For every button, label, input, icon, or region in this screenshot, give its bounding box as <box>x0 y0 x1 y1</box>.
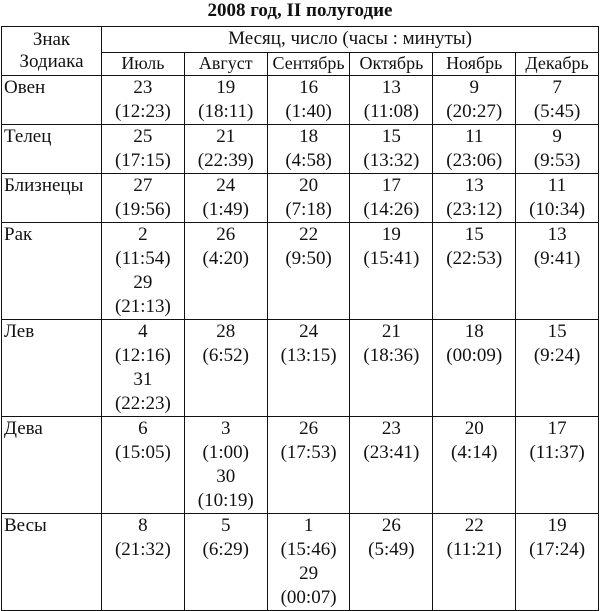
day-value: 6 <box>138 418 148 439</box>
time-value: (11:37) <box>529 442 585 463</box>
table-row <box>2 174 599 223</box>
date-time-cell <box>350 76 433 125</box>
date-time-cell <box>516 125 599 174</box>
moon-phase-table <box>1 26 599 611</box>
month-header-october: Октябрь <box>350 52 433 75</box>
day-value: 19 <box>547 515 567 536</box>
time-value: (11:54) <box>115 248 171 269</box>
date-time-cell <box>184 76 267 125</box>
date-time-cell <box>516 514 599 611</box>
day-value: 16 <box>299 77 319 98</box>
time-value: (15:41) <box>363 248 420 269</box>
zodiac-sign-cell: Овен <box>2 76 102 125</box>
date-time-cell <box>267 417 350 514</box>
month-header-august: Август <box>184 52 267 75</box>
zodiac-sign-cell: Дева <box>2 417 102 514</box>
date-time-cell <box>267 76 350 125</box>
date-time-cell <box>433 417 516 514</box>
date-time-cell <box>267 320 350 417</box>
time-value: (11:21) <box>446 539 502 560</box>
time-value: (18:11) <box>198 101 254 122</box>
day-value: 15 <box>464 224 484 245</box>
time-value: (4:14) <box>451 442 498 463</box>
time-value: (9:53) <box>533 150 581 171</box>
day-value: 26 <box>299 418 319 439</box>
day-value: 28 <box>216 321 236 342</box>
date-time-cell <box>350 320 433 417</box>
time-value: (7:18) <box>285 199 332 220</box>
day-value: 11 <box>465 126 484 147</box>
day-value: 17 <box>547 418 567 439</box>
day-value: 19 <box>381 224 401 245</box>
time-value: (12:23) <box>114 101 171 122</box>
zodiac-sign-header-line1: Знак <box>32 29 71 50</box>
time-value: (00:07) <box>280 587 337 608</box>
time-value: (17:15) <box>114 150 171 171</box>
month-header-september: Сентябрь <box>267 52 350 75</box>
time-value: (1:00) <box>202 442 249 463</box>
day-value: 29 <box>299 563 319 584</box>
day-value: 13 <box>464 175 484 196</box>
time-value: (21:32) <box>114 539 171 560</box>
date-time-cell <box>350 174 433 223</box>
day-value: 24 <box>299 321 319 342</box>
date-time-cell <box>184 514 267 611</box>
date-time-cell <box>184 417 267 514</box>
date-time-cell <box>516 223 599 320</box>
day-value: 7 <box>552 77 562 98</box>
table-row <box>2 417 599 514</box>
time-value: (15:46) <box>280 539 337 560</box>
date-time-cell <box>350 514 433 611</box>
day-value: 21 <box>381 321 401 342</box>
day-value: 22 <box>299 224 319 245</box>
date-time-cell <box>267 514 350 611</box>
date-time-cell <box>267 174 350 223</box>
date-time-cell <box>433 514 516 611</box>
month-header-november: Ноябрь <box>433 52 516 75</box>
day-value: 23 <box>133 77 153 98</box>
day-value: 3 <box>220 418 231 439</box>
time-value: (23:06) <box>446 150 503 171</box>
time-value: (21:13) <box>114 296 171 317</box>
date-time-cell <box>350 125 433 174</box>
zodiac-sign-header <box>2 27 102 76</box>
day-value: 18 <box>299 126 319 147</box>
date-time-cell <box>102 320 185 417</box>
date-time-cell <box>184 320 267 417</box>
date-time-cell <box>102 174 185 223</box>
date-time-cell <box>184 223 267 320</box>
day-value: 9 <box>552 126 562 147</box>
date-time-cell <box>433 320 516 417</box>
time-value: (9:50) <box>285 248 332 269</box>
date-time-cell <box>433 76 516 125</box>
table-title: 2008 год, II полугодие <box>207 0 393 21</box>
zodiac-sign-header-line2: Зодиака <box>19 51 84 72</box>
time-value: (18:36) <box>363 345 420 366</box>
date-time-cell <box>516 174 599 223</box>
table-row <box>2 125 599 174</box>
date-time-cell <box>350 223 433 320</box>
table-body <box>2 76 599 611</box>
day-value: 8 <box>138 515 148 536</box>
date-time-cell <box>102 223 185 320</box>
time-value: (11:08) <box>363 101 420 122</box>
day-value: 5 <box>220 515 231 536</box>
day-value: 2 <box>138 224 148 245</box>
time-value: (13:15) <box>280 345 337 366</box>
time-value: (15:05) <box>114 442 171 463</box>
date-time-cell <box>102 417 185 514</box>
time-value: (5:49) <box>368 539 415 560</box>
date-time-cell <box>267 223 350 320</box>
day-value: 22 <box>464 515 484 536</box>
date-time-cell <box>516 76 599 125</box>
time-value: (23:12) <box>446 199 503 220</box>
time-value: (23:41) <box>363 442 420 463</box>
table-row <box>2 514 599 611</box>
day-value: 4 <box>138 321 148 342</box>
month-header-december: Декабрь <box>516 52 599 75</box>
day-value: 21 <box>216 126 236 147</box>
day-value: 17 <box>381 175 401 196</box>
time-value: (22:23) <box>114 393 171 414</box>
date-time-cell <box>516 320 599 417</box>
time-value: (6:29) <box>202 539 249 560</box>
day-value: 15 <box>381 126 401 147</box>
time-value: (12:16) <box>114 345 171 366</box>
date-time-cell <box>267 125 350 174</box>
zodiac-sign-cell: Близнецы <box>2 174 102 223</box>
table-row <box>2 223 599 320</box>
date-time-cell <box>350 417 433 514</box>
time-value: (5:45) <box>533 101 581 122</box>
day-value: 23 <box>381 418 401 439</box>
day-value: 13 <box>381 77 401 98</box>
time-value: (6:52) <box>202 345 249 366</box>
time-value: (10:34) <box>529 199 586 220</box>
zodiac-sign-cell: Рак <box>2 223 102 320</box>
date-time-cell <box>433 223 516 320</box>
day-value: 19 <box>216 77 236 98</box>
time-value: (10:19) <box>197 490 254 511</box>
time-value: (22:39) <box>197 150 254 171</box>
day-value: 18 <box>464 321 484 342</box>
month-header-july: Июль <box>102 52 185 75</box>
time-value: (00:09) <box>446 345 503 366</box>
day-value: 20 <box>464 418 484 439</box>
day-value: 11 <box>547 175 567 196</box>
time-value: (17:24) <box>529 539 586 560</box>
day-value: 13 <box>547 224 567 245</box>
date-time-cell <box>433 174 516 223</box>
time-value: (17:53) <box>280 442 337 463</box>
table-row <box>2 320 599 417</box>
day-value: 24 <box>216 175 236 196</box>
day-value: 9 <box>469 77 479 98</box>
zodiac-sign-cell: Лев <box>2 320 102 417</box>
date-time-cell <box>184 174 267 223</box>
day-value: 26 <box>216 224 236 245</box>
day-value: 20 <box>299 175 319 196</box>
time-value: (14:26) <box>363 199 420 220</box>
zodiac-sign-cell: Телец <box>2 125 102 174</box>
time-value: (20:27) <box>446 101 503 122</box>
time-value: (1:49) <box>202 199 249 220</box>
time-value: (4:20) <box>202 248 249 269</box>
day-value: 31 <box>133 369 153 390</box>
day-value: 29 <box>133 272 153 293</box>
time-value: (22:53) <box>446 248 503 269</box>
date-time-cell <box>102 76 185 125</box>
date-time-cell <box>433 125 516 174</box>
zodiac-sign-cell: Весы <box>2 514 102 611</box>
table-row <box>2 76 599 125</box>
date-time-cell <box>102 514 185 611</box>
day-value: 25 <box>133 126 153 147</box>
time-value: (13:32) <box>363 150 420 171</box>
date-time-cell <box>102 125 185 174</box>
time-value: (4:58) <box>285 150 332 171</box>
time-value: (1:40) <box>285 101 332 122</box>
day-value: 30 <box>216 466 236 487</box>
time-value: (19:56) <box>114 199 171 220</box>
time-value: (9:41) <box>533 248 581 269</box>
date-time-cell <box>516 417 599 514</box>
day-value: 26 <box>381 515 401 536</box>
day-value: 1 <box>303 515 314 536</box>
month-group-header: Месяц, число (часы : минуты) <box>102 27 599 53</box>
day-value: 15 <box>547 321 567 342</box>
date-time-cell <box>184 125 267 174</box>
time-value: (9:24) <box>533 345 581 366</box>
day-value: 27 <box>133 175 153 196</box>
